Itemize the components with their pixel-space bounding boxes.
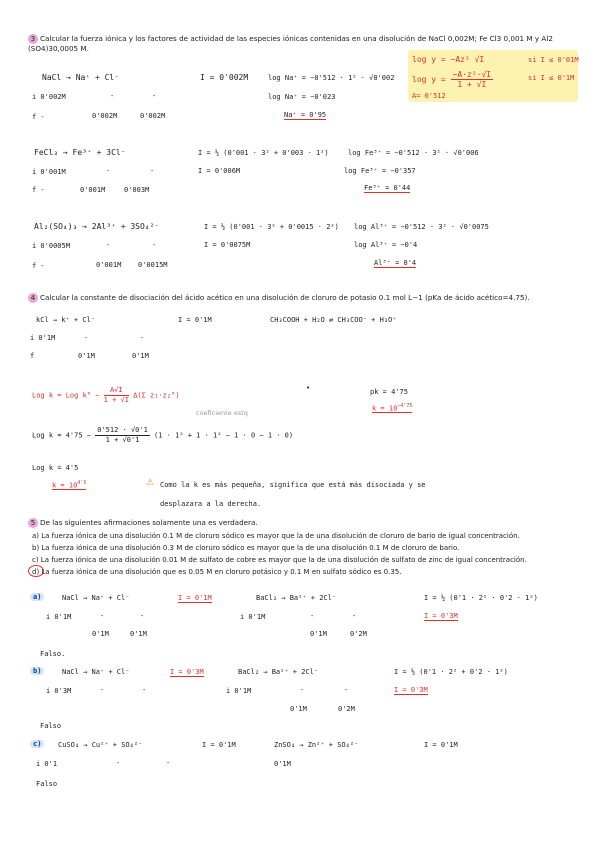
al2so43-initial-dash-2: -	[152, 241, 157, 249]
q5a-verdict: Falso.	[40, 650, 66, 658]
q5a-nacl-reaction: NaCl → Na⁺ + Cl⁻	[62, 594, 130, 602]
q4-general-num: A√I	[104, 386, 129, 396]
q5a-label: a)	[30, 593, 44, 601]
al2so43-ionic-2: I = 0'0075M	[204, 241, 251, 249]
q4-log-fraction	[95, 426, 150, 445]
q5-number-badge: 5	[28, 518, 38, 528]
coefficient-note: coeficiente estq	[196, 409, 248, 417]
q4-initial-dash-2: -	[140, 334, 145, 342]
k-definition-exponent: −4'75	[397, 403, 413, 409]
q4-k-result-exponent: 4'5	[77, 480, 87, 486]
q4-general-right: Δ(Σ z₁·z₂°)	[133, 391, 180, 400]
q5-option-c: c) La fuerza iónica de una disolución 0.01 M de sulfato de cobre es mayor que la de una disolución de sulfato de zinc de igual concentración.	[32, 556, 527, 564]
fecl3-log-2: log Fe³⁺ = −0'357	[344, 167, 416, 175]
fecl3-initial-dash-2: -	[150, 167, 155, 175]
fecl3-ionic-1: I = ½ (0'001 · 3² + 0'003 · 1²)	[198, 149, 329, 157]
fecl3-final-val-1: 0'001M	[80, 186, 106, 194]
q4-ionic: I = 0'1M	[178, 316, 212, 324]
q5b-nacl-initial-dash-2: -	[142, 686, 147, 694]
nacl-ionic-strength: I = 0'002M	[200, 73, 249, 82]
q5a-nacl-initial: i 0'1M	[46, 613, 72, 621]
q4-general-den: 1 + √I	[103, 396, 129, 404]
q5-statement	[28, 518, 573, 528]
nacl-initial-dash-1: -	[110, 92, 115, 100]
k-definition-base: k = 10	[372, 404, 398, 413]
a-constant: A= 0'512	[412, 92, 446, 100]
q4-general-formula	[32, 386, 180, 405]
q5a-bacl2-reaction: BaCl₂ → Ba²⁺ + 2Cl⁻	[256, 594, 337, 602]
q5-option-a: a) La fuerza iónica de una disolución 0.1 M de cloruro sódico es mayor que la de una disolución de cloruro de bario de igual concentración.	[32, 532, 520, 540]
q5b-bacl2-final-2: 0'2M	[338, 705, 355, 713]
warning-icon: ⚠	[146, 478, 155, 488]
al2so43-initial: i 0'0005M	[32, 242, 70, 250]
q5c-cuso4-reaction: CuSO₄ → Cu²⁺ + SO₄²⁻	[58, 741, 143, 749]
acetic-equilibrium: CH₃COOH + H₂O ⇄ CH₃COO⁻ + H₃O⁺	[270, 316, 397, 324]
q5-text: De las siguientes afirmaciones solamente una es verdadera.	[40, 518, 258, 527]
q4-log-result: Log k = 4'5	[32, 464, 79, 472]
q5a-bacl2-ionic-1: I = ½ (0'1 · 2² · 0'2 · 1²)	[424, 594, 538, 602]
q4-log-den: 1 + √0'1	[105, 436, 140, 444]
formula-2-fraction	[451, 70, 494, 89]
al2so43-initial-dash-1: -	[106, 241, 111, 249]
q5c-cuso4-ionic: I = 0'1M	[202, 741, 236, 749]
formula-2-condition: si I ≤ 0'1M	[528, 74, 575, 82]
q5a-bacl2-final-1: 0'1M	[310, 630, 327, 638]
q4-statement	[28, 293, 573, 303]
q3-text: Calcular la fuerza iónica y los factores de actividad de las especies iónicas contenidas en una disolución de NaCl 0,002M; Fe Cl3 0,001 M y Al2 (SO4)30,0005 M.	[28, 34, 553, 53]
q5b-nacl-reaction: NaCl → Na⁺ + Cl⁻	[62, 668, 130, 676]
q4-conclusion-line-1: Como la k es más pequeña, significa que está más disociada y se	[160, 481, 426, 489]
q5-option-d: d) La fuerza iónica de una disolución que es 0.05 M en cloruro potásico y 0.1 M en sulfato sódico es 0.35.	[32, 568, 402, 576]
q5b-nacl-initial: i 0'3M	[46, 687, 72, 695]
q5-option-b: b) La fuerza iónica de una disolución 0.3 M de cloruro sódico es mayor que la de una disolución 0.1 M de cloruro de bario.	[32, 544, 460, 552]
formula-1-condition: si I ≤ 0'01M	[528, 56, 579, 64]
q5b-bacl2-ionic-2: I = 0'3M	[394, 686, 428, 694]
formula-2-den: 1 + √I	[457, 80, 487, 89]
q4-initial: i 0'1M	[30, 334, 56, 342]
nacl-log-2: log Na⁺ = −0'023	[268, 93, 336, 101]
al2so43-final-val-1: 0'001M	[96, 261, 122, 269]
kcl-reaction: kCl → k⁺ + Cl⁻	[36, 316, 96, 324]
q5b-verdict: Falso	[40, 722, 62, 730]
fecl3-final: f -	[32, 186, 45, 194]
al2so43-reaction: Al₂(SO₄)₃ → 2Al³⁺ + 3SO₄²⁻	[34, 222, 160, 231]
formula-2-left: log y =	[412, 75, 446, 84]
nacl-initial-dash-2: -	[152, 92, 157, 100]
q4-log-num: 0'512 · √0'1	[97, 426, 148, 434]
nacl-reaction: NaCl → Na⁺ + Cl⁻	[42, 73, 120, 82]
q5a-nacl-ionic: I = 0'1M	[178, 594, 212, 602]
q4-text: Calcular la constante de disociación del ácido acético en una disolución de cloruro de potasio 0.1 mol L−1 (pKa de ácido acético=4.75).	[40, 293, 530, 302]
al2so43-final: f -	[32, 262, 45, 270]
fecl3-log-1: log Fe³⁺ = −0'512 · 3² · √0'006	[348, 149, 479, 157]
q4-initial-dash-1: -	[84, 334, 89, 342]
q5a-bacl2-initial: i 0'1M	[240, 613, 266, 621]
fecl3-ionic-2: I = 0'006M	[198, 167, 241, 175]
q4-final: f	[30, 352, 35, 360]
q5b-bacl2-initial-dash-1: -	[300, 686, 305, 694]
nacl-log-1: log Na⁺ = −0'512 · 1² · √0'002	[268, 74, 395, 82]
q4-final-val-2: 0'1M	[132, 352, 149, 360]
q5b-nacl-initial-dash-1: -	[100, 686, 105, 694]
q5c-label: c)	[30, 740, 44, 748]
k-definition	[372, 403, 412, 413]
q3-number-badge: 3	[28, 34, 38, 44]
al2so43-log-2: log Al³⁺ = −0'4	[354, 241, 418, 249]
al2so43-ionic-1: I = ½ (0'001 · 3² + 0'0015 · 2²)	[204, 223, 339, 231]
q4-number-badge: 4	[28, 293, 38, 303]
q4-conclusion-line-2: desplazara a la derecha.	[160, 500, 262, 508]
q5b-bacl2-reaction: BaCl₂ → Ba²⁺ + 2Cl⁻	[238, 668, 319, 676]
q5c-verdict: Falso	[36, 780, 58, 788]
q4-log-left: Log k = 4'75 −	[32, 431, 92, 440]
nacl-final-val-1: 0'002M	[92, 112, 118, 120]
nacl-final: f -	[32, 113, 45, 121]
nacl-final-val-2: 0'002M	[140, 112, 166, 120]
q5b-bacl2-initial: i 0'1M	[226, 687, 252, 695]
q5a-nacl-initial-dash-1: -	[100, 612, 105, 620]
fecl3-result: Fe³⁺ = 0'44	[364, 184, 411, 192]
al2so43-result: Al³⁺ = 0'4	[374, 259, 417, 267]
q5c-znso4-reaction: ZnSO₄ → Zn²⁺ + SO₄²⁻	[274, 741, 359, 749]
q4-k-result-base: k = 10	[52, 481, 78, 490]
formula-2-num: −A·z²·√I	[452, 70, 492, 79]
q5c-cuso4-initial-dash-1: -	[116, 759, 121, 767]
formula-2	[412, 70, 493, 89]
q5a-bacl2-ionic-2: I = 0'3M	[424, 612, 458, 620]
q5b-bacl2-final-1: 0'1M	[290, 705, 307, 713]
q5b-nacl-ionic: I = 0'3M	[170, 668, 204, 676]
q5c-cuso4-initial-dash-2: -	[166, 759, 171, 767]
nacl-result: Na⁺ = 0'95	[284, 111, 327, 119]
q5a-bacl2-initial-dash-1: -	[310, 612, 315, 620]
q4-final-val-1: 0'1M	[78, 352, 95, 360]
q5a-nacl-initial-dash-2: -	[140, 612, 145, 620]
pk-value: pk = 4'75	[370, 388, 408, 396]
q5a-nacl-final-1: 0'1M	[92, 630, 109, 638]
fecl3-initial-dash-1: -	[106, 167, 111, 175]
q5a-bacl2-final-2: 0'2M	[350, 630, 367, 638]
q5c-cuso4-initial: i 0'1	[36, 760, 58, 768]
nacl-initial: i 0'002M	[32, 93, 66, 101]
fecl3-initial: i 0'001M	[32, 168, 66, 176]
q5c-row	[30, 740, 44, 748]
q5b-label: b)	[30, 667, 44, 675]
q4-log-calc	[32, 426, 293, 445]
q5c-znso4-ionic: I = 0'1M	[424, 741, 458, 749]
q5b-row	[30, 667, 44, 675]
q5a-row	[30, 593, 44, 601]
q5b-bacl2-initial-dash-2: -	[344, 686, 349, 694]
q5b-bacl2-ionic-1: I = ½ (0'1 · 2² + 0'2 · 1²)	[394, 668, 508, 676]
al2so43-final-val-2: 0'0015M	[138, 261, 168, 269]
q5c-znso4-initial: 0'1M	[274, 760, 291, 768]
q4-general-left: Log k = Log k° −	[32, 391, 100, 400]
al2so43-log-1: log Al³⁺ = −0'512 · 3² · √0'0075	[354, 223, 489, 231]
fecl3-reaction: FeCl₃ → Fe³⁺ + 3Cl⁻	[34, 148, 126, 157]
formula-1: log y = −Az² √I	[412, 55, 485, 64]
fecl3-final-val-2: 0'003M	[124, 186, 150, 194]
q5a-nacl-final-2: 0'1M	[130, 630, 147, 638]
q4-log-right: (1 · 1² + 1 · 1² − 1 · 0 − 1 · 0)	[154, 431, 294, 440]
q4-dot: •	[306, 384, 311, 392]
q5a-bacl2-initial-dash-2: -	[352, 612, 357, 620]
q4-k-result	[52, 480, 86, 490]
q4-general-fraction	[104, 386, 129, 405]
